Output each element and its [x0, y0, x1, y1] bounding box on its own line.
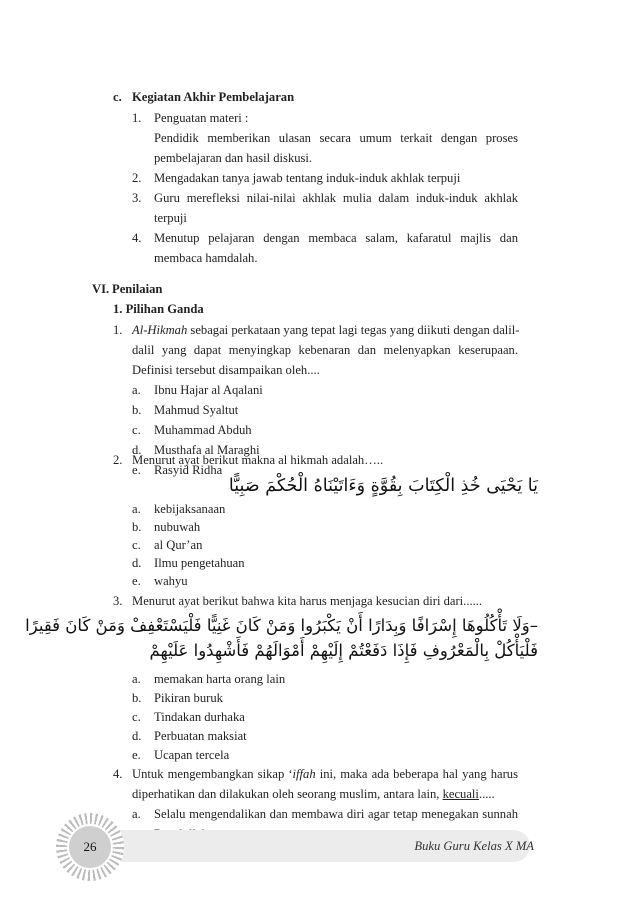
question-1-term: Al-Hikmah	[132, 323, 188, 337]
section-c-label: c.	[113, 90, 122, 104]
option-letter: c.	[132, 710, 141, 724]
option-text: Pikiran buruk	[154, 691, 223, 705]
list-item-text: Menutup pelajaran dengan membaca salam, kafaratul majlis dan	[154, 231, 518, 245]
list-item-number: 4.	[132, 231, 142, 245]
page-number: 26	[83, 839, 97, 854]
option-text: Muhammad Abduh	[154, 423, 252, 437]
question-4-text: diperhatikan dan dilakukan oleh seorang muslim, antara lain,	[132, 787, 443, 801]
option-letter: d.	[132, 443, 142, 457]
question-number: 1.	[113, 323, 123, 337]
question-2-arabic-verse: يَا يَحْيَى خُذِ الْكِتَابَ بِقُوَّةٍ وَءَاتَيْنَاهُ الْحُكْمَ صَبِيًّا	[228, 476, 538, 496]
book-title: Buku Guru Kelas X MA	[414, 839, 534, 853]
option-text: Rasyid Ridha	[154, 463, 223, 477]
list-item-number: 1.	[132, 111, 142, 125]
question-4-line-1	[132, 768, 518, 781]
question-1-line-2: dalil yang dapat menyingkap kebenaran dan melenyapkan keserupaan.	[132, 343, 518, 357]
list-item-text: pembelajaran dan hasil diskusi.	[154, 151, 313, 165]
question-number: 2.	[113, 453, 123, 467]
question-4-line-2	[132, 788, 495, 801]
section-vi-subtitle: 1. Pilihan Ganda	[113, 302, 204, 316]
option-text: memakan harta orang lain	[154, 672, 286, 686]
option-letter: a.	[132, 502, 141, 516]
option-letter: b.	[132, 691, 142, 705]
option-letter: a.	[132, 672, 141, 686]
question-3-arabic-verse-line-1: –وَلَا تَأْكُلُوهَا إِسْرَافًا وَبِدَارًا أَنْ يَكْبَرُوا وَمَنْ كَانَ غَنِيًّا فَلْيَسْتَعْفِفْ وَمَنْ كَانَ فَقِيرًا	[25, 616, 538, 635]
question-1-text: sebagai perkataan yang tepat lagi tegas yang diikuti dengan dalil-	[187, 323, 520, 337]
option-letter: c.	[132, 423, 141, 437]
option-letter: b.	[132, 403, 142, 417]
option-text: Musthafa al Maraghi	[154, 443, 260, 457]
question-3-arabic-verse-line-2: فَلْيَأْكُلْ بِالْمَعْرُوفِ فَإِذَا دَفَعْتُمْ إِلَيْهِمْ أَمْوَالَهُمْ فَأَشْهِدُوا عَلَيْهِمْ	[149, 641, 538, 660]
option-text: nubuwah	[154, 520, 201, 534]
question-1-line-3: Definisi tersebut disampaikan oleh....	[132, 363, 320, 377]
section-vi-title: Penilaian	[112, 282, 163, 296]
option-letter: c.	[132, 538, 141, 552]
list-item-text: Penguatan materi :	[154, 111, 249, 125]
option-text: Ibnu Hajar al Aqalani	[154, 383, 263, 397]
option-letter: a.	[132, 807, 141, 821]
option-letter: e.	[132, 574, 141, 588]
question-number: 4.	[113, 767, 123, 781]
list-item-text: membaca hamdalah.	[154, 251, 258, 265]
option-letter: b.	[132, 520, 142, 534]
option-letter: d.	[132, 729, 142, 743]
option-text: Selalu mengendalikan dan membawa diri agar tetap menegakan sunnah	[154, 807, 518, 821]
question-4-text: ini, maka ada beberapa hal yang harus	[315, 767, 518, 781]
list-item-number: 3.	[132, 191, 142, 205]
section-c-title: Kegiatan Akhir Pembelajaran	[132, 90, 295, 104]
option-text: al Qur’an	[154, 538, 203, 552]
section-vi-label: VI.	[92, 282, 110, 296]
list-item-text: Guru merefleksi nilai-nilai akhlak mulia dalam induk-induk akhlak	[154, 191, 518, 205]
list-item-text: Mengadakan tanya jawab tentang induk-induk akhlak terpuji	[154, 171, 461, 185]
question-2-text: Menurut ayat berikut makna al hikmah adalah…..	[132, 453, 384, 467]
option-text: Tindakan durhaka	[154, 710, 245, 724]
option-text: Perbuatan maksiat	[154, 729, 247, 743]
option-text: kebijaksanaan	[154, 502, 226, 516]
list-item-text: terpuji	[154, 211, 187, 225]
list-item-number: 2.	[132, 171, 142, 185]
option-text: Ilmu pengetahuan	[154, 556, 245, 570]
option-letter: a.	[132, 383, 141, 397]
list-item-text: Pendidik memberikan ulasan secara umum terkait dengan proses	[154, 131, 518, 145]
option-letter: e.	[132, 463, 141, 477]
question-4-emphasis: kecuali	[442, 787, 479, 801]
question-4-term: iffah	[292, 767, 316, 781]
option-text: wahyu	[154, 574, 188, 588]
option-text: Ucapan tercela	[154, 748, 230, 762]
question-4-text: Untuk mengembangkan sikap ‘	[132, 767, 293, 781]
option-letter: e.	[132, 748, 141, 762]
question-number: 3.	[113, 594, 123, 608]
question-4-text: .....	[478, 787, 495, 801]
option-text: Mahmud Syaltut	[154, 403, 239, 417]
question-3-text: Menurut ayat berikut bahwa kita harus menjaga kesucian diri dari......	[132, 594, 483, 608]
option-letter: d.	[132, 556, 142, 570]
question-1-line-1	[132, 324, 518, 337]
